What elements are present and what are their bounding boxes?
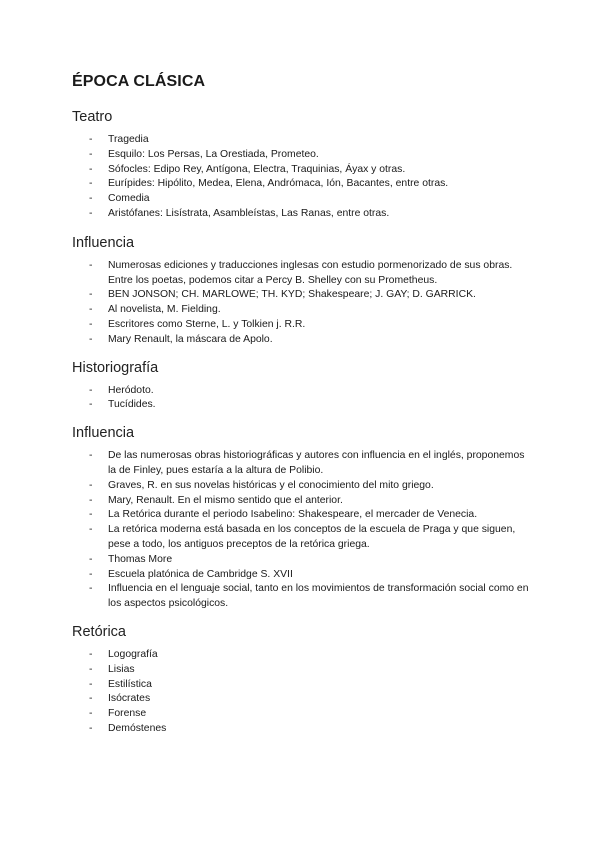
bullet-list <box>72 259 532 348</box>
list-item <box>72 259 532 289</box>
list-item <box>72 523 532 553</box>
bullet-dash: - <box>89 207 93 219</box>
list-item <box>72 148 532 163</box>
list-item-text: De las numerosas obras historiográficas y autores con influencia en el inglés, proponemos la de Finley, pues estaría a la altura de Polibio. <box>108 450 525 476</box>
bullet-list <box>72 133 532 222</box>
bullet-dash: - <box>89 450 93 462</box>
list-item <box>72 177 532 192</box>
section-teatro <box>72 107 532 222</box>
section-heading: Teatro <box>72 109 113 125</box>
bullet-dash: - <box>89 583 93 595</box>
list-item-text: Aristófanes: Lisístrata, Asambleístas, Las Ranas, entre otras. <box>108 207 390 219</box>
list-item-text: Numerosas ediciones y traducciones inglesas con estudio pormenorizado de sus obras. Entre los poetas, podemos citar a Percy B. Shelley con su Prometheus. <box>108 259 513 286</box>
list-item <box>72 318 532 333</box>
list-item <box>72 494 532 509</box>
list-item-text: Heródoto. <box>108 384 154 396</box>
list-item-text: Mary Renault, la máscara de Apolo. <box>108 333 273 345</box>
bullet-dash: - <box>89 148 93 160</box>
list-item <box>72 398 532 413</box>
bullet-dash: - <box>89 384 93 396</box>
list-item-text: Isócrates <box>108 693 151 705</box>
list-item-text: Graves, R. en sus novelas históricas y el conocimiento del mito griego. <box>108 479 434 491</box>
bullet-dash: - <box>89 663 93 675</box>
list-item <box>72 508 532 523</box>
list-item-text: BEN JONSON; CH. MARLOWE; TH. KYD; Shakespeare; J. GAY; D. GARRICK. <box>108 289 476 301</box>
list-item <box>72 333 532 348</box>
list-item <box>72 449 532 479</box>
list-item-text: Lisias <box>108 663 135 675</box>
document-title: ÉPOCA CLÁSICA <box>72 73 206 90</box>
list-item <box>72 479 532 494</box>
list-item-text: Mary, Renault. En el mismo sentido que el anterior. <box>108 494 343 506</box>
bullet-dash: - <box>89 678 93 690</box>
list-item-text: Escuela platónica de Cambridge S. XVII <box>108 568 293 580</box>
list-item <box>72 288 532 303</box>
list-item-text: Al novelista, M. Fielding. <box>108 304 221 316</box>
bullet-dash: - <box>89 479 93 491</box>
bullet-dash: - <box>89 399 93 411</box>
list-item-text: Comedia <box>108 193 150 205</box>
list-item <box>72 648 532 663</box>
bullet-list <box>72 449 532 612</box>
bullet-dash: - <box>89 193 93 205</box>
bullet-dash: - <box>89 259 93 271</box>
bullet-dash: - <box>89 648 93 660</box>
list-item-text: Sófocles: Edipo Rey, Antígona, Electra, Traquinias, Áyax y otras. <box>108 163 406 175</box>
bullet-dash: - <box>89 494 93 506</box>
section-influencia-teatro <box>72 233 532 348</box>
list-item-text: Estilística <box>108 678 152 690</box>
list-item-text: Escritores como Sterne, L. y Tolkien j. R.R. <box>108 318 306 330</box>
document-page <box>72 70 532 747</box>
list-item-text: La retórica moderna está basada en los conceptos de la escuela de Praga y que siguen, pese a todo, los antiguos preceptos de la retórica griega. <box>108 524 516 550</box>
bullet-list <box>72 648 532 737</box>
list-item <box>72 133 532 148</box>
list-item-text: La Retórica durante el periodo Isabelino: Shakespeare, el mercader de Venecia. <box>108 509 478 521</box>
bullet-dash: - <box>89 553 93 565</box>
bullet-dash: - <box>89 178 93 190</box>
bullet-dash: - <box>89 568 93 580</box>
bullet-dash: - <box>89 693 93 705</box>
list-item <box>72 553 532 568</box>
section-heading: Influencia <box>72 425 135 442</box>
section-heading: Historiografía <box>72 359 159 376</box>
list-item-text: Logografía <box>108 648 158 660</box>
bullet-dash: - <box>89 333 93 345</box>
section-heading: Retórica <box>72 623 126 640</box>
bullet-dash: - <box>89 163 93 175</box>
list-item <box>72 207 532 222</box>
list-item-text: Tucídides. <box>108 399 156 411</box>
bullet-dash: - <box>89 134 93 145</box>
bullet-dash: - <box>89 289 93 301</box>
bullet-dash: - <box>89 524 93 536</box>
bullet-dash: - <box>89 509 93 521</box>
bullet-dash: - <box>89 318 93 330</box>
list-item-text: Esquilo: Los Persas, La Orestiada, Prometeo. <box>108 148 319 160</box>
list-item <box>72 722 532 737</box>
list-item <box>72 707 532 722</box>
list-item-text: Tragedia <box>108 134 149 145</box>
bullet-list <box>72 384 532 414</box>
list-item <box>72 663 532 678</box>
bullet-dash: - <box>89 722 93 734</box>
bullet-dash: - <box>89 304 93 316</box>
list-item <box>72 678 532 693</box>
list-item-text: Eurípides: Hipólito, Medea, Elena, Andrómaca, Ión, Bacantes, entre otras. <box>108 178 449 190</box>
list-item <box>72 692 532 707</box>
section-retorica <box>72 622 532 737</box>
list-item-text: Thomas More <box>108 553 173 565</box>
list-item <box>72 192 532 207</box>
list-item <box>72 163 532 178</box>
section-historiografia <box>72 358 532 414</box>
list-item <box>72 568 532 583</box>
list-item-text: Forense <box>108 708 147 720</box>
section-heading: Influencia <box>72 234 135 251</box>
list-item <box>72 384 532 399</box>
list-item <box>72 582 532 612</box>
bullet-dash: - <box>89 708 93 720</box>
section-influencia-historiografia <box>72 423 532 612</box>
list-item-text: Demóstenes <box>108 722 167 734</box>
list-item <box>72 303 532 318</box>
list-item-text: Influencia en el lenguaje social, tanto en los movimientos de transformación social como en los aspectos psicológicos. <box>108 583 529 610</box>
